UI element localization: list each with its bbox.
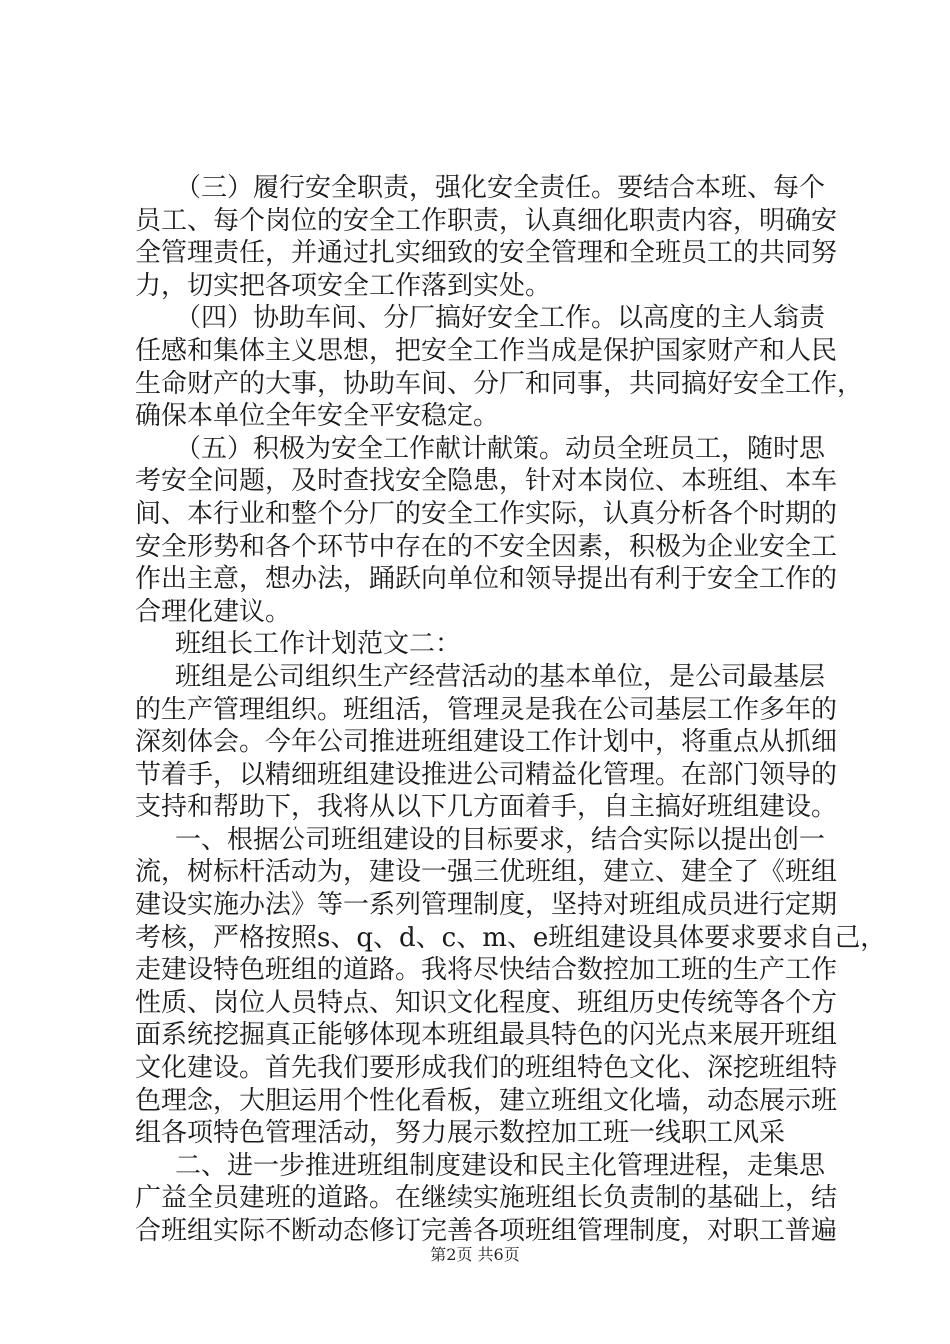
text-line: 流，树标杆活动为，建设一强三优班组，建立、建全了《班组 [135,857,838,888]
text-line: 员工、每个岗位的安全工作职责，认真细化职责内容，明确安 [135,205,838,236]
text-line: 生命财产的大事，协助车间、分厂和同事，共同搞好安全工作， [135,368,864,399]
document-body [135,172,887,1248]
text-line: 力，切实把各项安全工作落到实处。 [135,270,552,301]
text-line: 考安全问题，及时查找安全隐患，针对本岗位、本班组、本车 [135,466,838,497]
text-line: （五）积极为安全工作献计献策。动员全班员工，随时思 [175,433,826,464]
text-line: （四）协助车间、分厂搞好安全工作。以高度的主人翁责 [175,303,826,334]
text-line: 安全形势和各个环节中存在的不安全因素，积极为企业安全工 [135,531,838,562]
text-line: 的生产管理组织。班组活，管理灵是我在公司基层工作多年的 [135,694,838,725]
text-line: 考核，严格按照s、q、d、c、m、e班组建设具体要求要求自己， [135,922,887,953]
text-line: 班组是公司组织生产经营活动的基本单位，是公司最基层 [175,661,826,692]
text-line: 建设实施办法》等一系列管理制度，坚持对班组成员进行定期 [135,890,838,921]
text-line: 任感和集体主义思想，把安全工作当成是保护国家财产和人民 [135,335,838,366]
text-line: 二、进一步推进班组制度建设和民主化管理进程，走集思 [175,1150,826,1181]
text-line: 面系统挖掘真正能够体现本班组最具特色的闪光点来展开班组 [135,1020,838,1051]
text-line: 确保本单位全年安全平安稳定。 [135,401,500,432]
page-indicator: 第2页 共6页 [430,1245,520,1264]
text-line: 文化建设。首先我们要形成我们的班组特色文化、深挖班组特 [135,1053,838,1084]
text-line: 一、根据公司班组建设的目标要求，结合实际以提出创一 [175,824,826,855]
text-line: 组各项特色管理活动，努力展示数控加工班一线职工风采 [135,1118,786,1149]
text-line: 全管理责任，并通过扎实细致的安全管理和全班员工的共同努 [135,238,838,269]
text-line: 支持和帮助下，我将从以下几方面着手，自主搞好班组建设。 [135,792,838,823]
text-line: 广益全员建班的道路。在继续实施班组长负责制的基础上，结 [135,1183,838,1214]
text-line: 间、本行业和整个分厂的安全工作实际，认真分析各个时期的 [135,498,838,529]
text-line: 作出主意，想办法，踊跃向单位和领导提出有利于安全工作的 [135,564,838,595]
text-line: 班组长工作计划范文二： [175,629,462,660]
text-line: 深刻体会。今年公司推进班组建设工作计划中，将重点从抓细 [135,727,838,758]
text-line: 合班组实际不断动态修订完善各项班组管理制度，对职工普遍 [135,1216,838,1246]
text-line: 节着手，以精细班组建设推进公司精益化管理。在部门领导的 [135,759,838,790]
text-line: 色理念，大胆运用个性化看板，建立班组文化墙，动态展示班 [135,1085,838,1116]
text-line: 走建设特色班组的道路。我将尽快结合数控加工班的生产工作 [135,955,838,986]
text-line: 性质、岗位人员特点、知识文化程度、班组历史传统等各个方 [135,987,838,1018]
text-line: 合理化建议。 [135,596,292,627]
text-line: （三）履行安全职责，强化安全责任。要结合本班、每个 [175,173,826,203]
